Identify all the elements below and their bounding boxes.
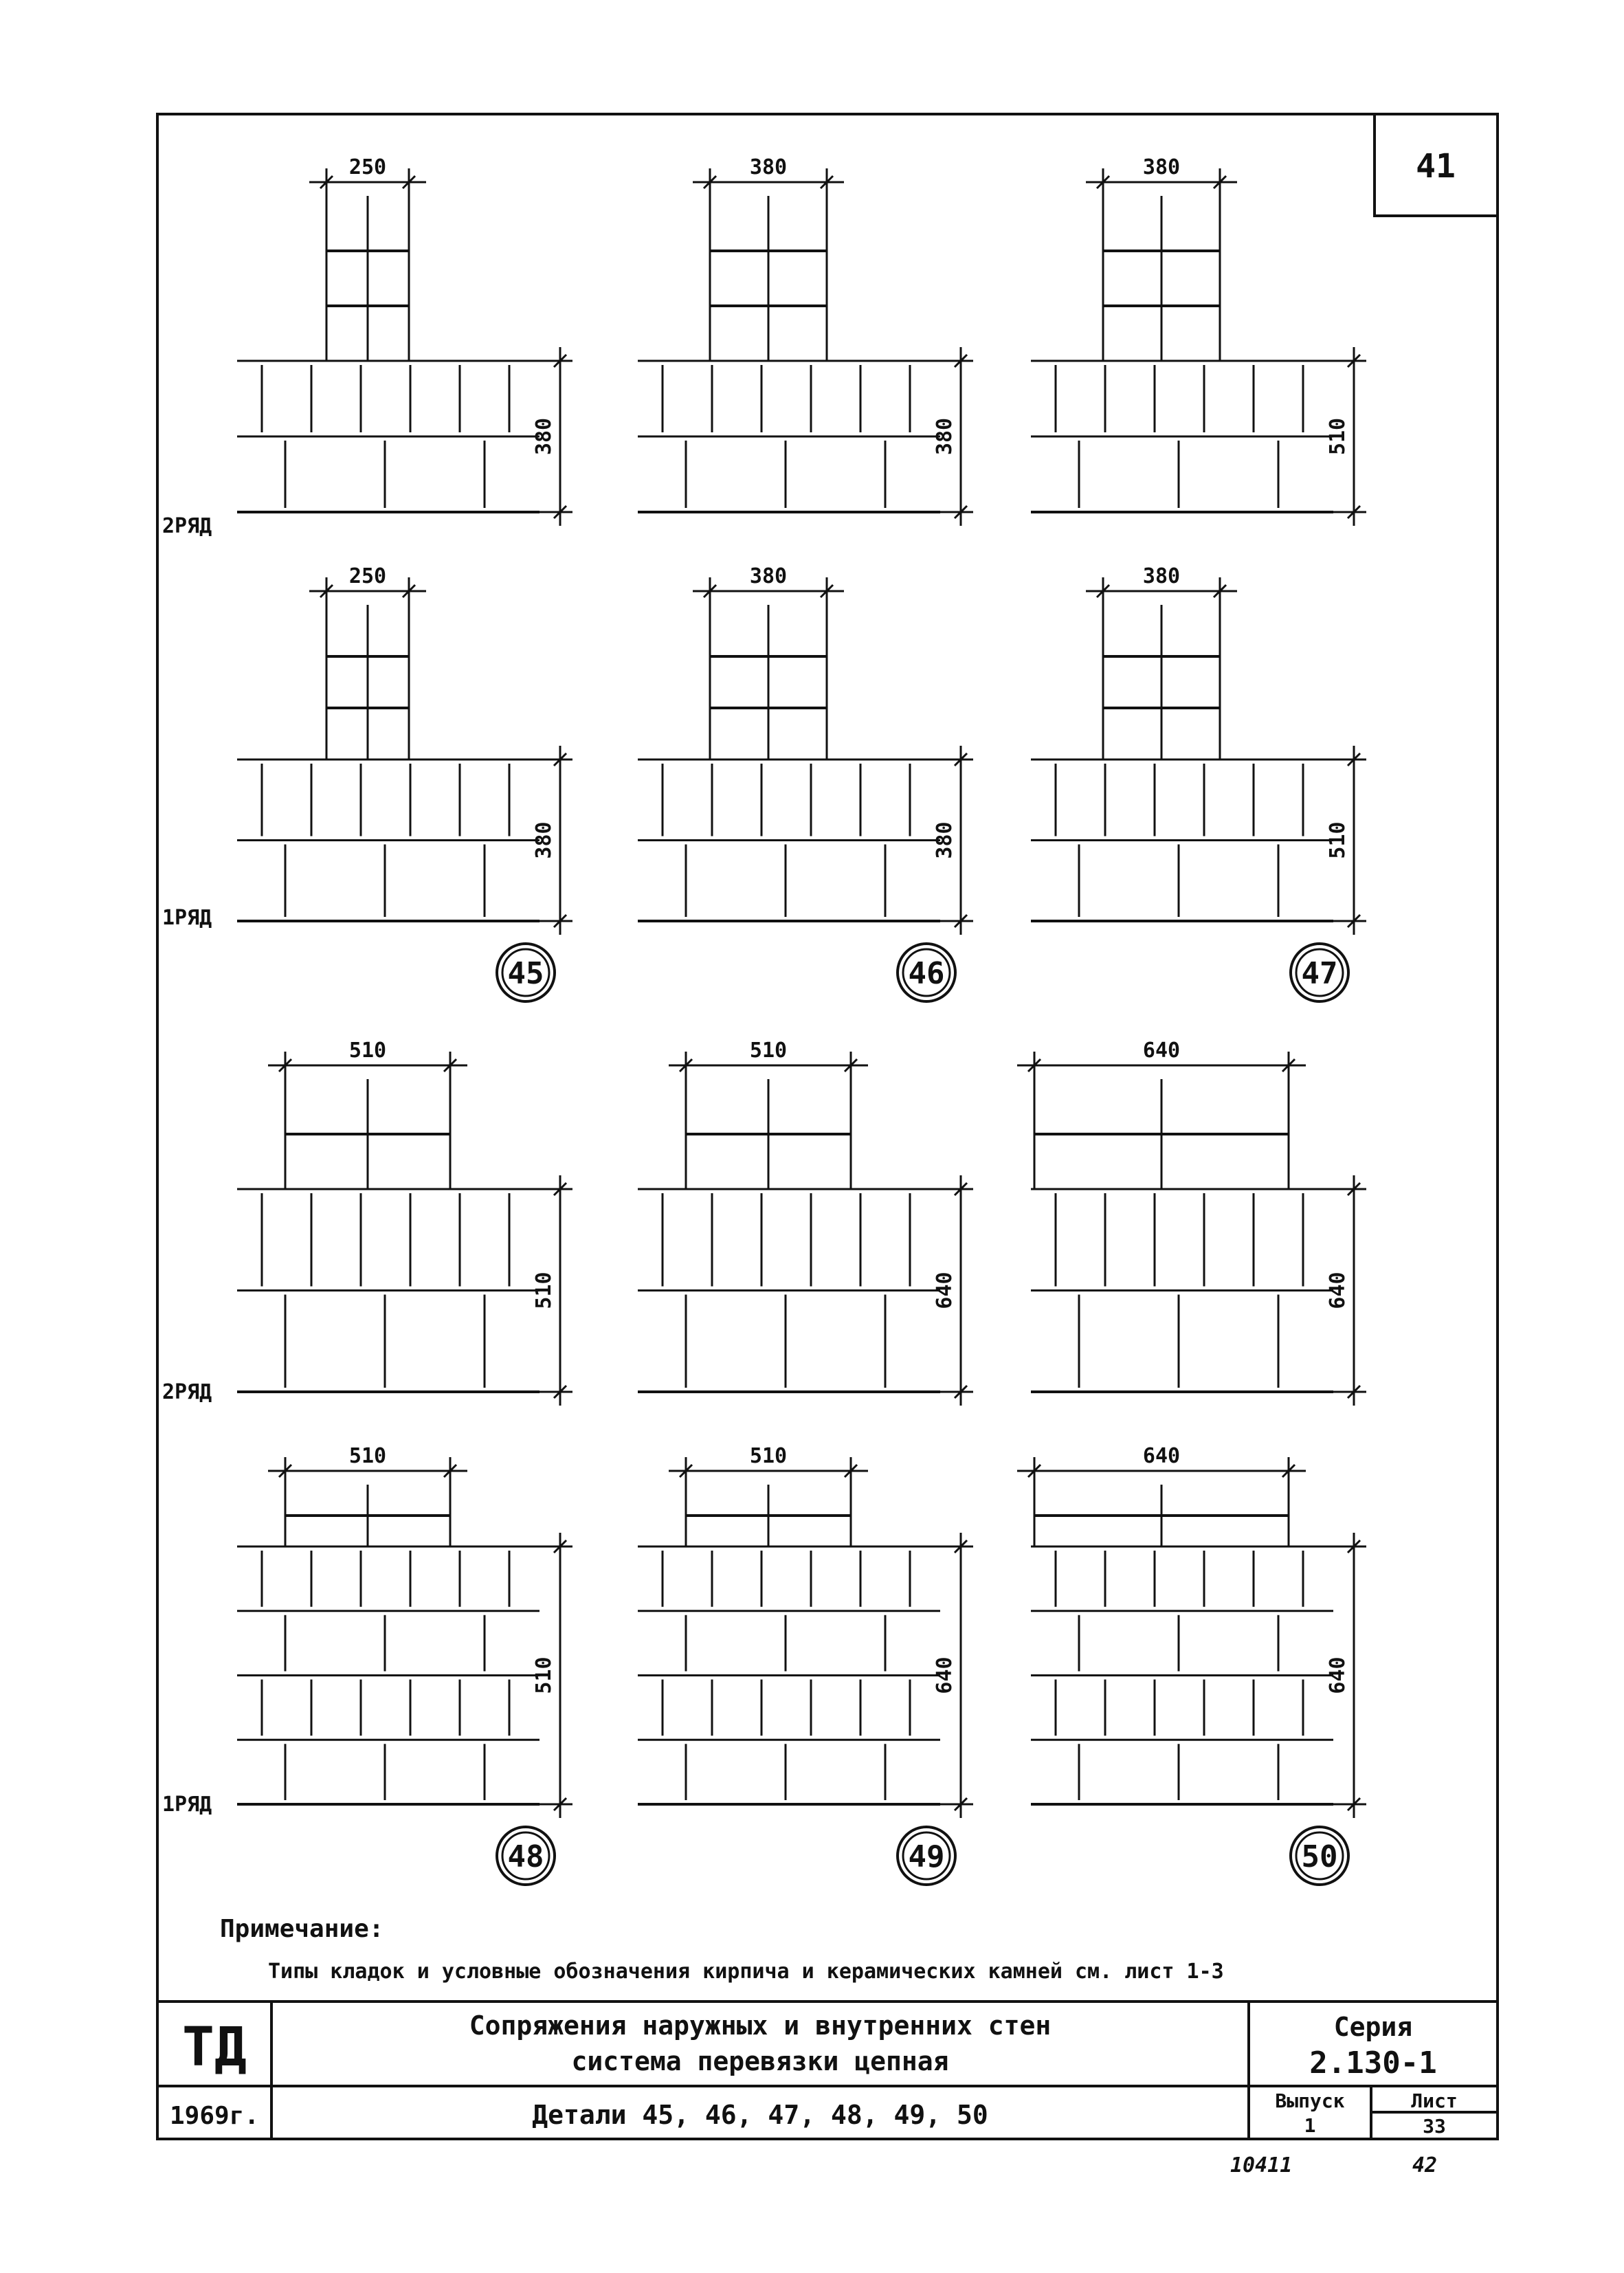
detail-45-lower-drawing [237,564,572,1001]
detail-number: 49 [908,1839,945,1874]
issue-value: 1 [1304,2114,1316,2137]
height-dimension-label: 380 [933,417,957,456]
sheet-label: Лист [1411,2089,1458,2112]
height-dimension-label: 380 [532,821,556,859]
height-dimension-label: 640 [933,1656,957,1694]
width-dimension-label: 510 [749,1444,788,1468]
detail-47-lower-drawing [1031,564,1366,1001]
detail-46-lower-drawing [638,564,973,1001]
inventory-number: 10411 [1230,2153,1293,2177]
detail-46-upper-drawing [638,155,973,526]
logo: ТД [182,2017,247,2078]
detail-number: 47 [1301,956,1338,991]
height-dimension-label: 510 [532,1656,556,1694]
width-dimension-label: 640 [1142,1039,1181,1063]
row-label-3: 2РЯД [162,1380,212,1404]
page-number: 41 [1416,147,1456,186]
series-label: Серия [1333,2012,1413,2042]
detail-number: 50 [1301,1839,1338,1874]
details-line: Детали 45, 46, 47, 48, 49, 50 [532,2100,988,2130]
width-dimension-label: 250 [348,155,387,179]
note-text: Типы кладок и условные обозначения кирпича и керамических камней см. лист 1-3 [268,1960,1224,1984]
detail-48-upper-drawing [237,1039,572,1406]
height-dimension-label: 640 [1326,1272,1350,1309]
width-dimension-label: 640 [1142,1444,1181,1468]
width-dimension-label: 510 [348,1039,387,1063]
issue-label: Выпуск [1275,2089,1345,2112]
detail-49-upper-drawing [638,1039,973,1406]
note-heading: Примечание: [220,1915,384,1943]
detail-47-upper-drawing [1031,155,1366,526]
detail-50-upper-drawing [1017,1039,1366,1406]
title-line-1: Сопряжения наружных и внутренних стен [469,2010,1052,2041]
height-dimension-label: 510 [532,1272,556,1309]
height-dimension-label: 380 [933,821,957,859]
width-dimension-label: 380 [749,155,788,179]
width-dimension-label: 250 [348,564,387,588]
height-dimension-label: 380 [532,417,556,456]
width-dimension-label: 380 [1142,564,1181,588]
detail-45-upper-drawing [237,155,572,526]
detail-49-lower-drawing [638,1444,973,1885]
detail-number: 46 [908,956,945,991]
width-dimension-label: 510 [348,1444,387,1468]
row-label-2: 1РЯД [162,906,212,930]
height-dimension-label: 640 [933,1272,957,1309]
detail-number: 45 [507,956,544,991]
row-label-1: 2РЯД [162,514,212,538]
detail-drawings [237,155,1366,1885]
sheet-value: 33 [1423,2115,1446,2138]
height-dimension-label: 640 [1326,1656,1350,1694]
year: 1969г. [169,2102,260,2130]
series-value: 2.130-1 [1309,2045,1437,2081]
title-line-2: система перевязки цепная [571,2046,949,2076]
corner-number: 42 [1412,2153,1438,2177]
width-dimension-label: 510 [749,1039,788,1063]
width-dimension-label: 380 [749,564,788,588]
detail-50-lower-drawing [1017,1444,1366,1885]
width-dimension-label: 380 [1142,155,1181,179]
detail-48-lower-drawing [237,1444,572,1885]
height-dimension-label: 510 [1326,417,1350,456]
row-label-4: 1РЯД [162,1793,212,1817]
detail-number: 48 [507,1839,544,1874]
sheet-frame [157,114,1498,2139]
height-dimension-label: 510 [1326,821,1350,859]
